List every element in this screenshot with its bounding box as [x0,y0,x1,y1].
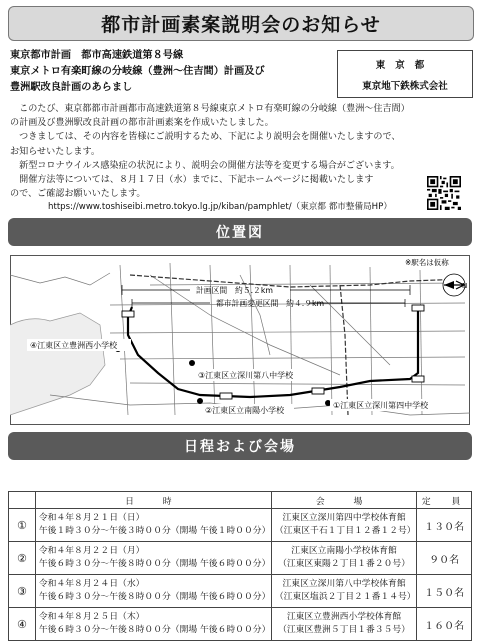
row-venue-name: 江東区立深川第八中学校体育館 [282,579,406,589]
body-line: お知らせいたします。 [10,146,100,157]
body-line: ので、ご確認お願いいたします。 [10,189,146,200]
page-title: 都市計画素案説明会のお知らせ [8,6,474,41]
location-map [10,255,470,425]
header-datetime: 日 時 [35,492,271,509]
map-venue-label: ①江東区立深川第四中学校 [333,401,429,410]
row-venue-address: （江東区塩浜２丁目２１番１４号） [274,592,416,602]
section-header-schedule: 日程および会場 [8,432,472,460]
row-capacity: １３０名 [417,509,472,542]
homepage-link[interactable]: https://www.toshiseibi.metro.tokyo.lg.jp/kiban/pamphlet/（東京都 都市整備局HP） [48,202,392,212]
table-row [9,542,472,575]
row-date: 令和４年８月２５日（木） [38,612,145,622]
map-venue-label: ②江東区立南陽小学校 [205,406,285,415]
row-num: ④ [9,608,36,641]
map-route-total: 計画区間 約５.２km [196,286,273,295]
row-venue-name: 江東区立南陽小学校体育館 [291,546,397,556]
row-time: 午後６時３０分〜午後８時００分（開場 午後６時００分） [38,559,271,569]
subject-line: 豊洲駅改良計画のあらまし [10,82,133,93]
row-venue-address: （江東区豊洲５丁目１番３５号） [278,625,411,635]
row-datetime [35,509,271,542]
qr-code-icon[interactable] [427,176,461,210]
map-route-change: 都市計画変更区間 約４.９km [216,299,325,308]
map-venue-label: ③江東区立深川第八中学校 [198,371,294,380]
row-time: 午後６時３０分〜午後８時００分（開場 午後６時００分） [38,625,271,635]
table-row [9,575,472,608]
row-venue-name: 江東区立深川第四中学校体育館 [282,513,406,523]
header-venue: 会 場 [271,492,416,509]
row-num: ② [9,542,36,575]
map-north: N [462,282,468,290]
body-line: このたび、東京都都市計画都市高速鉄道第８号線東京メトロ有楽町線の分岐線（豊洲〜住吉間） [10,104,410,114]
row-datetime [35,608,271,641]
row-venue [271,542,416,575]
row-time: 午後１時３０分〜午後３時００分（開場 午後１時００分） [38,526,271,536]
subject-block [10,48,330,96]
map-note: ※駅名は仮称 [405,258,449,267]
row-date: 令和４年８月２４日（水） [38,579,145,589]
row-venue [271,575,416,608]
table-row [9,608,472,641]
body-line: の計画及び豊洲駅改良計画の都市計画素案を作成いたしました。 [10,118,274,129]
header-num [9,492,36,509]
row-venue [271,509,416,542]
row-venue-address: （江東区東陽２丁目１番２０号） [278,559,411,569]
row-time: 午後６時３０分〜午後８時００分（開場 午後６時００分） [38,592,271,602]
table-header-row [9,492,472,509]
subject-line: 東京都市計画 都市高速鉄道第８号線 [10,50,184,61]
subject-line: 東京メトロ有楽町線の分岐線（豊洲〜住吉間）計画及び [10,66,265,77]
row-num: ① [9,509,36,542]
row-capacity: ９０名 [417,542,472,575]
row-capacity: １５０名 [417,575,472,608]
row-date: 令和４年８月２１日（日） [38,513,145,523]
org-tokyo: 東京都 [375,60,435,71]
body-line: 開催方法等については、８月１７日（水）までに、下記ホームページに掲載いたします [10,175,374,186]
table-row [9,509,472,542]
body-text [10,102,472,201]
section-header-location: 位置図 [8,218,472,246]
body-line: 新型コロナウイルス感染症の状況により、説明会の開催方法等を変更する場合がございます。 [10,160,400,171]
map-venue-label: ④江東区立豊洲西小学校 [30,341,118,350]
row-venue-name: 江東区立豊洲西小学校体育館 [286,612,402,622]
row-capacity: １６０名 [417,608,472,641]
row-venue-address: （江東区千石１丁目１２番１２号） [274,526,416,536]
org-metro: 東京地下鉄株式会社 [362,81,448,92]
organization-box [337,50,473,98]
row-venue [271,608,416,641]
header-capacity: 定 員 [417,492,472,509]
row-num: ③ [9,575,36,608]
body-line: つきましては、その内容を皆様にご説明するため、下記により説明会を開催いたしますので、 [10,132,401,143]
row-datetime [35,575,271,608]
row-datetime [35,542,271,575]
row-date: 令和４年８月２２日（月） [38,546,145,556]
schedule-table [8,491,472,641]
